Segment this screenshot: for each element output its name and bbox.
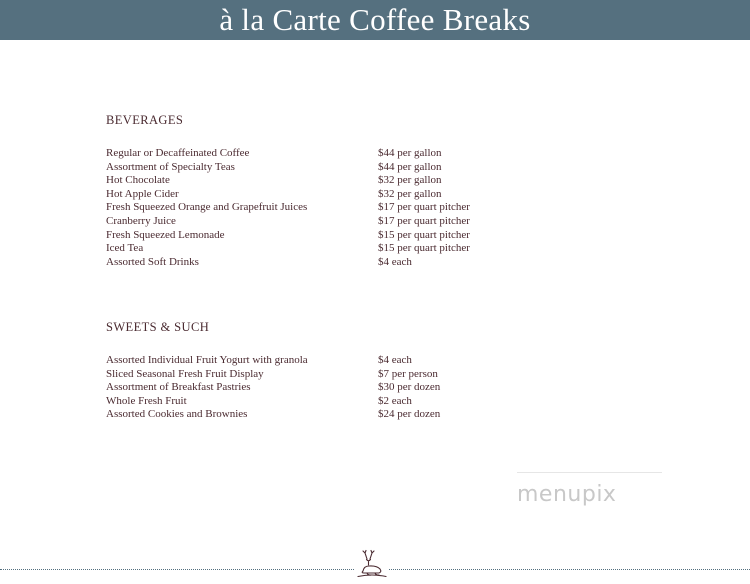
watermark-divider (517, 472, 662, 473)
menu-item-name: Hot Apple Cider (106, 187, 179, 200)
menu-item-price: $32 per gallon (378, 187, 442, 200)
menu-item-name: Assortment of Specialty Teas (106, 160, 235, 173)
menu-item-price: $7 per person (378, 367, 438, 380)
menu-item-name: Assortment of Breakfast Pastries (106, 381, 251, 394)
menu-item (106, 395, 666, 409)
menu-item (106, 229, 666, 243)
menu-item (106, 408, 666, 422)
menu-item-price: $15 per quart pitcher (378, 242, 470, 255)
menu-item-price: $2 each (378, 394, 412, 407)
section-title-beverages: BEVERAGES (106, 113, 184, 127)
menu-item-price: $4 each (378, 354, 412, 366)
menu-item-name: Whole Fresh Fruit (106, 394, 187, 407)
menu-item-price: $17 per quart pitcher (378, 214, 470, 227)
menu-item-name: Iced Tea (106, 242, 144, 255)
menu-item-price: $30 per dozen (378, 381, 441, 394)
menu-item (106, 201, 666, 215)
menu-item-name: Regular or Decaffeinated Coffee (106, 147, 250, 159)
menu-item-price: $4 each (378, 255, 412, 268)
menu-item-price: $24 per dozen (378, 408, 441, 421)
menu-item (106, 242, 666, 256)
menu-item (106, 215, 666, 229)
menu-item-name: Assorted Individual Fruit Yogurt with granola (106, 354, 308, 366)
section-sweets (106, 320, 666, 422)
menu-item (106, 161, 666, 175)
menu-item-name: Assorted Cookies and Brownies (106, 408, 248, 421)
menu-item-name: Fresh Squeezed Lemonade (106, 228, 225, 241)
menu-item-price: $32 per gallon (378, 174, 442, 187)
menu-item (106, 381, 666, 395)
header-banner (0, 0, 750, 40)
menu-item-price: $15 per quart pitcher (378, 228, 470, 241)
menu-item-name: Assorted Soft Drinks (106, 255, 199, 268)
deer-icon (355, 549, 389, 579)
menu-item (106, 188, 666, 202)
menu-item-name: Cranberry Juice (106, 214, 176, 227)
menu-item (106, 174, 666, 188)
menu-item-price: $17 per quart pitcher (378, 201, 470, 214)
section-beverages (106, 113, 666, 269)
menu-item (106, 147, 666, 161)
page-title: à la Carte Coffee Breaks (219, 2, 531, 37)
watermark-text: menupix (517, 482, 617, 507)
menu-item (106, 368, 666, 382)
menu-item-name: Hot Chocolate (106, 174, 170, 187)
menu-item-name: Fresh Squeezed Orange and Grapefruit Juices (106, 201, 308, 214)
menupix-watermark (517, 472, 662, 512)
menu-item-name: Sliced Seasonal Fresh Fruit Display (106, 367, 264, 380)
menu-item-price: $44 per gallon (378, 147, 442, 159)
menu-item (106, 354, 666, 368)
menu-item-price: $44 per gallon (378, 160, 442, 173)
section-title-sweets: SWEETS & SUCH (106, 320, 210, 334)
menu-item (106, 256, 666, 270)
